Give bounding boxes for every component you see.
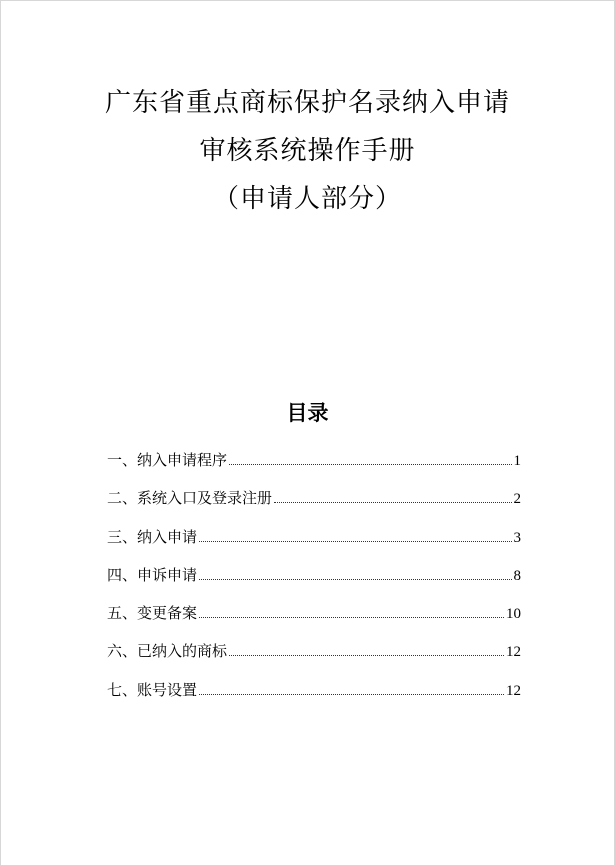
toc-entry-label: 七、账号设置 <box>107 680 198 699</box>
toc-entry[interactable] <box>107 524 521 562</box>
toc-entry-label: 二、系统入口及登录注册 <box>107 489 273 508</box>
toc-entry-label: 四、申诉申请 <box>107 565 198 584</box>
toc-entry[interactable] <box>107 562 521 600</box>
toc-leader-dots <box>229 654 504 656</box>
toc-entry[interactable] <box>107 485 521 523</box>
toc-leader-dots <box>199 540 511 542</box>
toc-entry-page: 1 <box>513 453 521 469</box>
toc-entry[interactable] <box>107 600 521 638</box>
toc-entry-page: 10 <box>506 606 521 623</box>
toc-entry[interactable] <box>107 638 521 676</box>
toc-entry-label: 一、纳入申请程序 <box>107 451 228 469</box>
title-line-1: 广东省重点商标保护名录纳入申请 <box>104 88 510 118</box>
title-line-3: （申请人部分） <box>212 184 402 214</box>
title-line-2: 审核系统操作手册 <box>199 136 416 166</box>
toc-entry[interactable] <box>107 447 521 485</box>
toc-entry[interactable] <box>107 677 521 715</box>
toc-leader-dots <box>199 616 504 618</box>
toc-leader-dots <box>199 693 504 695</box>
toc-entry-page: 12 <box>506 682 521 699</box>
toc-entry-page: 8 <box>513 567 521 584</box>
toc-leader-dots <box>229 463 511 465</box>
table-of-contents <box>107 447 521 715</box>
document-title <box>1 79 614 223</box>
toc-entry-page: 12 <box>506 644 521 661</box>
toc-leader-dots <box>274 501 511 503</box>
toc-entry-label: 六、已纳入的商标 <box>107 642 228 661</box>
toc-heading: 目录 <box>286 401 329 425</box>
toc-entry-page: 2 <box>513 491 521 508</box>
toc-entry-label: 三、纳入申请 <box>107 527 198 546</box>
toc-entry-label: 五、变更备案 <box>107 604 198 623</box>
toc-leader-dots <box>199 578 511 580</box>
toc-entry-page: 3 <box>513 529 521 546</box>
